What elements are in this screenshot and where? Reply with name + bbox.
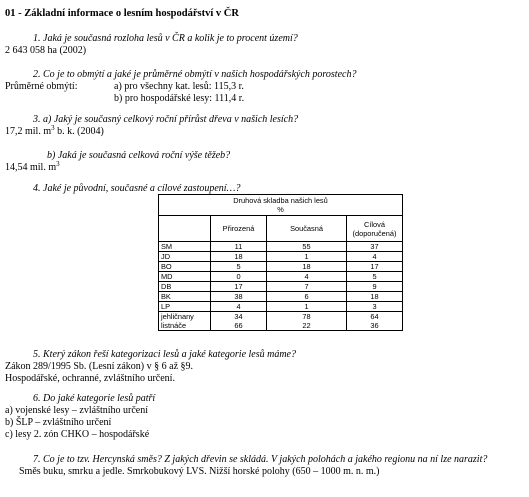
value-cell: 3 [347, 302, 403, 312]
value-cell: 17 [347, 262, 403, 272]
total-label-cell: jehličnany [159, 312, 211, 322]
total-label-cell: listnáče [159, 321, 211, 331]
table-row [159, 272, 403, 282]
species-composition-table [158, 194, 403, 331]
column-header-current: Současná [267, 216, 347, 242]
table-title: Druhová skladba našich lesů [233, 196, 328, 205]
answer-2-line-b: b) pro hospodářské lesy: 111,4 r. [114, 93, 245, 104]
total-value-cell: 22 [267, 321, 347, 331]
table-corner-cell [159, 216, 211, 242]
value-cell: 0 [211, 272, 267, 282]
column-header-natural: Přirozená [211, 216, 267, 242]
question-3b: b) Jaká je současná celková roční výše těžeb? [47, 150, 231, 161]
table-row [159, 302, 403, 312]
table-row [159, 262, 403, 272]
answer-6-a: a) vojenské lesy – zvláštního určení [5, 405, 149, 416]
question-7: 7. Co je to tzv. Hercynská směs? Z jakých dřevin se skládá. V jakých polohách a jakého regionu na ní lze narazit? [33, 454, 488, 465]
table-row [159, 292, 403, 302]
value-cell: 4 [267, 272, 347, 282]
answer-6-b: b) ŠLP – zvláštního určení [5, 417, 112, 428]
question-6: 6. Do jaké kategorie lesů patří [33, 393, 156, 404]
species-cell: LP [159, 302, 211, 312]
value-cell: 6 [267, 292, 347, 302]
value-cell: 9 [347, 282, 403, 292]
question-4: 4. Jaké je původní, současné a cílové zastoupení…? [33, 183, 241, 194]
total-value-cell: 64 [347, 312, 403, 322]
page-title: 01 - Základní informace o lesním hospodářství v ČR [5, 8, 239, 19]
answer-3b: 14,54 mil. $m^3$ [5, 160, 60, 173]
table-title-cell [159, 195, 403, 216]
total-value-cell: 36 [347, 321, 403, 331]
answer-2-label: Průměrné obmýtí: [5, 81, 78, 92]
answer-2-line-a: a) pro všechny kat. lesů: 115,3 r. [114, 81, 244, 92]
column-header-target: Cílová (doporučená) [347, 216, 403, 242]
species-cell: MD [159, 272, 211, 282]
answer-3a: 17,2 mil. $m^3$ b. k. (2004) [5, 124, 104, 137]
value-cell: 18 [211, 252, 267, 262]
value-cell: 1 [267, 252, 347, 262]
answer-5-line-2: Hospodářské, ochranné, zvláštního určení. [5, 373, 175, 384]
value-cell: 18 [347, 292, 403, 302]
value-cell: 37 [347, 242, 403, 252]
total-value-cell: 66 [211, 321, 267, 331]
total-value-cell: 78 [267, 312, 347, 322]
species-cell: SM [159, 242, 211, 252]
value-cell: 5 [347, 272, 403, 282]
question-5: 5. Který zákon řeší kategorizaci lesů a jaké kategorie lesů máme? [33, 349, 296, 360]
question-1: 1. Jaká je současná rozloha lesů v ČR a kolik je to procent území? [33, 33, 298, 44]
value-cell: 55 [267, 242, 347, 252]
value-cell: 1 [267, 302, 347, 312]
answer-6-c: c) lesy 2. zón CHKO – hospodářské [5, 429, 150, 440]
species-cell: BO [159, 262, 211, 272]
value-cell: 17 [211, 282, 267, 292]
value-cell: 4 [347, 252, 403, 262]
species-cell: JD [159, 252, 211, 262]
value-cell: 18 [267, 262, 347, 272]
table-row [159, 252, 403, 262]
answer-7: Směs buku, smrku a jedle. Smrkobukový LVS. Nižší horské polohy (650 – 1000 m. n. m.) [19, 466, 380, 477]
value-cell: 7 [267, 282, 347, 292]
answer-5-line-1: Zákon 289/1995 Sb. (Lesní zákon) v § 6 až §9. [5, 361, 194, 372]
question-2: 2. Co je to obmýtí a jaké je průměrné obmýtí v našich hospodářských porostech? [33, 69, 357, 80]
table-row [159, 242, 403, 252]
species-cell: DB [159, 282, 211, 292]
total-value-cell: 34 [211, 312, 267, 322]
answer-1: 2 643 058 ha (2002) [5, 45, 87, 56]
value-cell: 5 [211, 262, 267, 272]
value-cell: 38 [211, 292, 267, 302]
value-cell: 11 [211, 242, 267, 252]
table-total-row [159, 321, 403, 331]
value-cell: 4 [211, 302, 267, 312]
species-cell: BK [159, 292, 211, 302]
table-row [159, 282, 403, 292]
table-total-row [159, 312, 403, 322]
question-3a: 3. a) Jaký je současný celkový roční přírůst dřeva v našich lesích? [33, 114, 299, 125]
table-unit: % [277, 205, 284, 214]
